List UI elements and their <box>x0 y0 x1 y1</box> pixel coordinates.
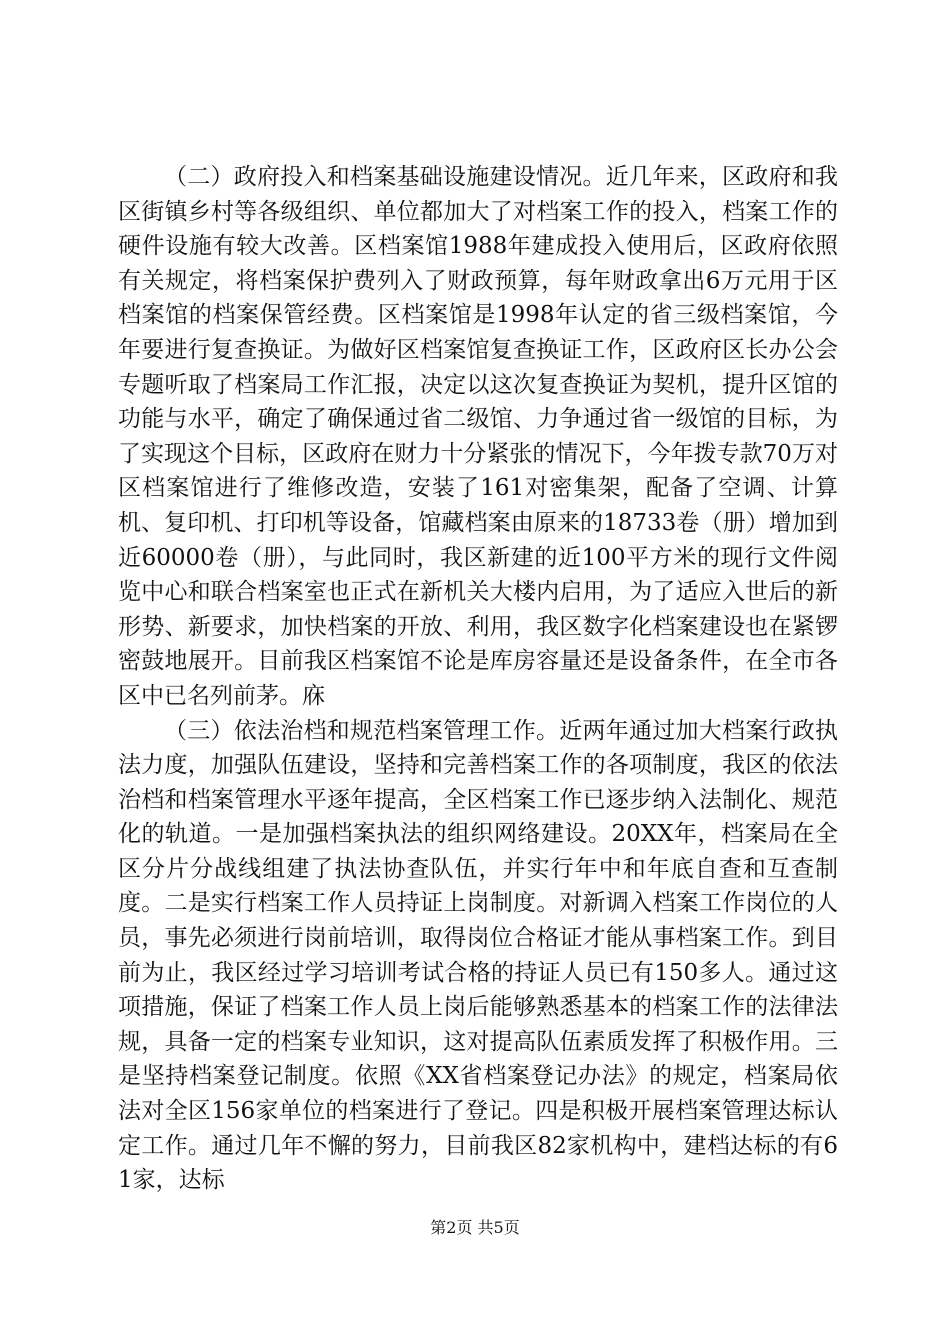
page-number-footer: 第2页 共5页 <box>430 1218 520 1237</box>
paragraph-archive-management: （三）依法治档和规范档案管理工作。近两年通过加大档案行政执法力度，加强队伍建设，坚持和完善档案工作的各项制度，我区的依法治档和档案管理水平逐年提高，全区档案工作已逐步纳入法制化、规范化的轨道。一是加强档案执法的组织网络建设。20XX年，档案局在全区分片分战线组建了执法协查队伍，并实行年中和年底自查和互查制度。二是实行档案工作人员持证上岗制度。对新调入档案工作岗位的人员，事先必须进行岗前培训，取得岗位合格证才能从事档案工作。到目前为止，我区经过学习培训考试合格的持证人员已有150多人。通过这项措施，保证了档案工作人员上岗后能够熟悉基本的档案工作的法律法规，具备一定的档案专业知识，这对提高队伍素质发挥了积极作用。三是坚持档案登记制度。依照《XX省档案登记办法》的规定，档案局依法对全区156家单位的档案进行了登记。四是积极开展档案管理达标认定工作。通过几年不懈的努力，目前我区82家机构中，建档达标的有61家，达标 <box>118 717 838 1194</box>
document-body <box>118 160 838 1198</box>
paragraph-infrastructure: （二）政府投入和档案基础设施建设情况。近几年来，区政府和我区街镇乡村等各级组织、单位都加大了对档案工作的投入，档案工作的硬件设施有较大改善。区档案馆1988年建成投入使用后，区政府依照有关规定，将档案保护费列入了财政预算，每年财政拿出6万元用于区档案馆的档案保管经费。区档案馆是1998年认定的省三级档案馆，今年要进行复查换证。为做好区档案馆复查换证工作，区政府区长办公会专题听取了档案局工作汇报，决定以这次复查换证为契机，提升区馆的功能与水平，确定了确保通过省二级馆、力争通过省一级馆的目标，为了实现这个目标，区政府在财力十分紧张的情况下，今年拨专款70万对区档案馆进行了维修改造，安装了161对密集架，配备了空调、计算机、复印机、打印机等设备，馆藏档案由原来的18733卷（册）增加到近60000卷（册），与此同时，我区新建的近100平方米的现行文件阅览中心和联合档案室也正式在新机关大楼内启用，为了适应入世后的新形势、新要求，加快档案的开放、利用，我区数字化档案建设也在紧锣密鼓地展开。目前我区档案馆不论是库房容量还是设备条件，在全市各区中已名列前茅。庥 <box>118 164 838 709</box>
